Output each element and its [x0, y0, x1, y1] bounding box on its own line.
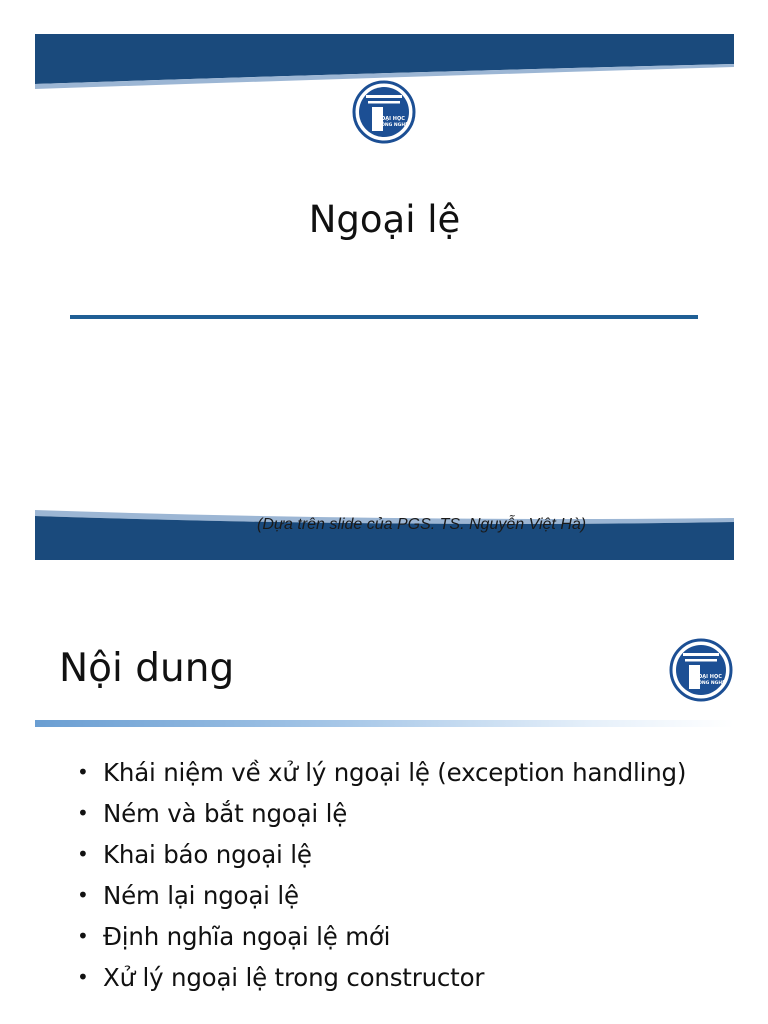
svg-text:ĐẠI HỌC: ĐẠI HỌC	[381, 116, 405, 122]
list-item: • Ném và bắt ngoại lệ	[77, 793, 686, 834]
bullet-icon: •	[77, 842, 89, 866]
list-item: • Xử lý ngoại lệ trong constructor	[77, 957, 686, 998]
list-item: • Định nghĩa ngoại lệ mới	[77, 916, 686, 957]
credit-text: (Dựa trên slide của PGS. TS. Nguyễn Việt Hà)	[257, 516, 587, 533]
list-item: • Ném lại ngoại lệ	[77, 875, 686, 916]
svg-text:ĐẠI HỌC: ĐẠI HỌC	[698, 674, 722, 680]
university-logo-icon	[669, 638, 733, 702]
list-item: • Khai báo ngoại lệ	[77, 834, 686, 875]
bullet-icon: •	[77, 965, 89, 989]
title-underline	[35, 720, 734, 727]
bullet-icon: •	[77, 760, 89, 784]
slide-title: Nội dung	[59, 646, 235, 691]
list-item: • Khái niệm về xử lý ngoại lệ (exception handling)	[77, 752, 686, 793]
bullet-icon: •	[77, 883, 89, 907]
bullet-list	[77, 752, 686, 998]
bullet-icon: •	[77, 924, 89, 948]
svg-text:CÔNG NGHỆ: CÔNG NGHỆ	[694, 681, 726, 686]
slide-title: Ngoại lệ	[308, 198, 461, 241]
title-slide	[35, 34, 734, 560]
title-divider	[70, 315, 698, 319]
svg-text:CÔNG NGHỆ: CÔNG NGHỆ	[377, 123, 409, 128]
university-logo-icon	[352, 80, 416, 144]
content-slide	[35, 608, 734, 1024]
bullet-icon: •	[77, 801, 89, 825]
